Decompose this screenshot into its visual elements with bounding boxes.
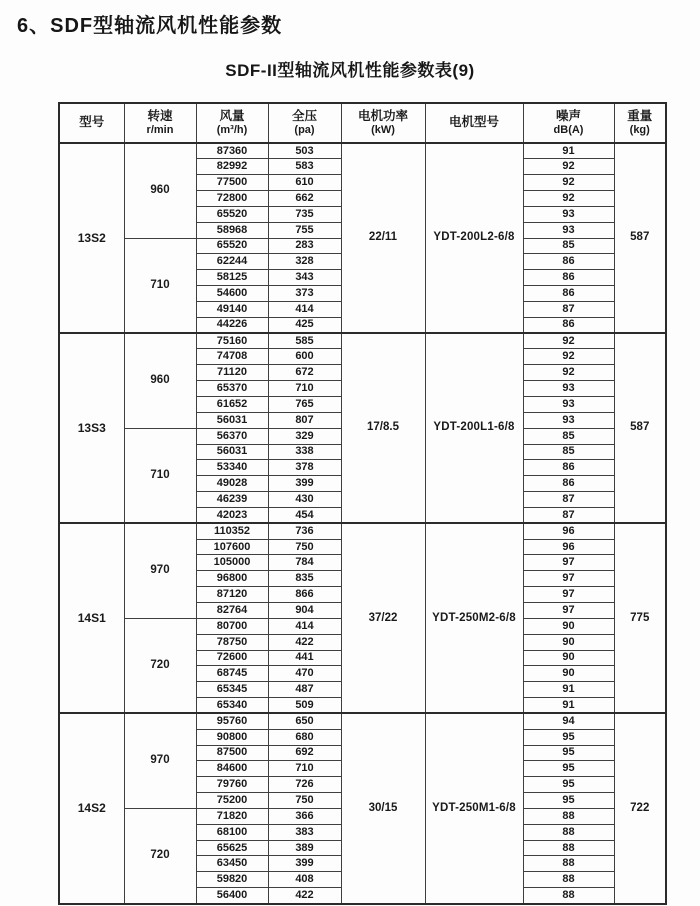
noise-cell: 97 [523,571,614,587]
pressure-cell: 904 [268,602,341,618]
noise-cell: 96 [523,539,614,555]
airflow-cell: 82992 [196,159,268,175]
noise-cell: 86 [523,460,614,476]
pressure-cell: 422 [268,888,341,904]
airflow-cell: 65345 [196,682,268,698]
pressure-cell: 366 [268,808,341,824]
pressure-cell: 585 [268,333,341,349]
pressure-cell: 680 [268,729,341,745]
airflow-cell: 74708 [196,349,268,365]
noise-cell: 95 [523,745,614,761]
speed-cell: 710 [124,238,196,333]
noise-cell: 88 [523,840,614,856]
weight-cell: 587 [614,143,666,333]
noise-cell: 92 [523,349,614,365]
page-title: 6、SDF型轴流风机性能参数 [17,15,283,37]
table-caption: SDF-II型轴流风机性能参数表(9) [225,61,475,80]
table-row [59,713,666,729]
pressure-cell: 650 [268,713,341,729]
airflow-cell: 65520 [196,238,268,254]
pressure-cell: 283 [268,238,341,254]
model-cell: 13S3 [59,333,124,523]
airflow-cell: 107600 [196,539,268,555]
speed-cell: 970 [124,713,196,808]
speed-cell: 710 [124,428,196,523]
airflow-cell: 65340 [196,698,268,714]
pressure-cell: 692 [268,745,341,761]
airflow-cell: 56031 [196,444,268,460]
pressure-cell: 425 [268,317,341,333]
weight-cell: 722 [614,713,666,903]
pressure-cell: 503 [268,143,341,159]
speed-cell: 720 [124,808,196,903]
model-cell: 13S2 [59,143,124,333]
model-cell: 14S1 [59,523,124,713]
airflow-cell: 54600 [196,286,268,302]
airflow-cell: 71120 [196,365,268,381]
table-row [59,523,666,539]
noise-cell: 86 [523,254,614,270]
column-header-model: 型号 [59,103,124,143]
noise-cell: 93 [523,206,614,222]
pressure-cell: 509 [268,698,341,714]
airflow-cell: 96800 [196,571,268,587]
pressure-cell: 430 [268,492,341,508]
pressure-cell: 600 [268,349,341,365]
pressure-cell: 765 [268,397,341,413]
pressure-cell: 414 [268,618,341,634]
airflow-cell: 90800 [196,729,268,745]
table-row [59,333,666,349]
pressure-cell: 338 [268,444,341,460]
pressure-cell: 755 [268,222,341,238]
column-header-speed: 转速 r/min [124,103,196,143]
table-header [59,103,666,143]
motor-model-cell: YDT-250M2-6/8 [425,523,523,713]
noise-cell: 97 [523,587,614,603]
airflow-cell: 87500 [196,745,268,761]
pressure-cell: 866 [268,587,341,603]
airflow-cell: 49140 [196,301,268,317]
airflow-cell: 58125 [196,270,268,286]
noise-cell: 96 [523,523,614,539]
noise-cell: 90 [523,634,614,650]
pressure-cell: 454 [268,507,341,523]
model-cell: 14S2 [59,713,124,903]
pressure-cell: 487 [268,682,341,698]
noise-cell: 90 [523,650,614,666]
airflow-cell: 42023 [196,507,268,523]
weight-cell: 775 [614,523,666,713]
airflow-cell: 65520 [196,206,268,222]
pressure-cell: 736 [268,523,341,539]
noise-cell: 95 [523,729,614,745]
noise-cell: 91 [523,682,614,698]
noise-cell: 88 [523,856,614,872]
noise-cell: 93 [523,397,614,413]
motor-power-cell: 22/11 [341,143,425,333]
pressure-cell: 672 [268,365,341,381]
airflow-cell: 95760 [196,713,268,729]
column-header-noise: 噪声 dB(A) [523,103,614,143]
airflow-cell: 82764 [196,602,268,618]
noise-cell: 95 [523,793,614,809]
noise-cell: 90 [523,666,614,682]
pressure-cell: 328 [268,254,341,270]
noise-cell: 88 [523,824,614,840]
noise-cell: 93 [523,222,614,238]
noise-cell: 92 [523,191,614,207]
airflow-cell: 80700 [196,618,268,634]
noise-cell: 93 [523,412,614,428]
pressure-cell: 373 [268,286,341,302]
noise-cell: 88 [523,872,614,888]
airflow-cell: 56031 [196,412,268,428]
airflow-cell: 84600 [196,761,268,777]
airflow-cell: 72800 [196,191,268,207]
pressure-cell: 735 [268,206,341,222]
noise-cell: 97 [523,555,614,571]
noise-cell: 97 [523,602,614,618]
noise-cell: 94 [523,713,614,729]
pressure-cell: 610 [268,175,341,191]
airflow-cell: 63450 [196,856,268,872]
motor-model-cell: YDT-250M1-6/8 [425,713,523,903]
motor-model-cell: YDT-200L1-6/8 [425,333,523,523]
airflow-cell: 87120 [196,587,268,603]
noise-cell: 85 [523,238,614,254]
noise-cell: 86 [523,286,614,302]
airflow-cell: 56370 [196,428,268,444]
pressure-cell: 422 [268,634,341,650]
airflow-cell: 79760 [196,777,268,793]
pressure-cell: 750 [268,539,341,555]
noise-cell: 92 [523,159,614,175]
airflow-cell: 65625 [196,840,268,856]
airflow-cell: 77500 [196,175,268,191]
pressure-cell: 835 [268,571,341,587]
table-row [59,143,666,159]
pressure-cell: 343 [268,270,341,286]
noise-cell: 85 [523,444,614,460]
motor-model-cell: YDT-200L2-6/8 [425,143,523,333]
airflow-cell: 71820 [196,808,268,824]
pressure-cell: 399 [268,476,341,492]
airflow-cell: 72600 [196,650,268,666]
airflow-cell: 58968 [196,222,268,238]
pressure-cell: 470 [268,666,341,682]
motor-power-cell: 17/8.5 [341,333,425,523]
weight-cell: 587 [614,333,666,523]
pressure-cell: 378 [268,460,341,476]
header-row [59,103,666,143]
airflow-cell: 62244 [196,254,268,270]
airflow-cell: 46239 [196,492,268,508]
column-header-pressure: 全压 (pa) [268,103,341,143]
airflow-cell: 59820 [196,872,268,888]
airflow-cell: 75160 [196,333,268,349]
airflow-cell: 68100 [196,824,268,840]
column-header-weight: 重量 (kg) [614,103,666,143]
noise-cell: 87 [523,492,614,508]
pressure-cell: 441 [268,650,341,666]
pressure-cell: 329 [268,428,341,444]
fan-performance-table [58,102,667,905]
pressure-cell: 662 [268,191,341,207]
airflow-cell: 105000 [196,555,268,571]
pressure-cell: 383 [268,824,341,840]
noise-cell: 92 [523,333,614,349]
speed-cell: 960 [124,143,196,238]
airflow-cell: 65370 [196,381,268,397]
airflow-cell: 78750 [196,634,268,650]
speed-cell: 720 [124,618,196,713]
noise-cell: 90 [523,618,614,634]
pressure-cell: 414 [268,301,341,317]
noise-cell: 92 [523,365,614,381]
speed-cell: 970 [124,523,196,618]
table-body [59,143,666,904]
column-header-motor-power: 电机功率 (kW) [341,103,425,143]
pressure-cell: 389 [268,840,341,856]
noise-cell: 86 [523,476,614,492]
noise-cell: 88 [523,808,614,824]
pressure-cell: 710 [268,381,341,397]
motor-power-cell: 30/15 [341,713,425,903]
noise-cell: 88 [523,888,614,904]
noise-cell: 86 [523,317,614,333]
noise-cell: 91 [523,143,614,159]
noise-cell: 95 [523,777,614,793]
pressure-cell: 710 [268,761,341,777]
pressure-cell: 583 [268,159,341,175]
noise-cell: 87 [523,507,614,523]
noise-cell: 86 [523,270,614,286]
noise-cell: 95 [523,761,614,777]
airflow-cell: 53340 [196,460,268,476]
airflow-cell: 44226 [196,317,268,333]
column-header-airflow: 风量 (m³/h) [196,103,268,143]
airflow-cell: 87360 [196,143,268,159]
airflow-cell: 49028 [196,476,268,492]
pressure-cell: 399 [268,856,341,872]
noise-cell: 87 [523,301,614,317]
speed-cell: 960 [124,333,196,428]
airflow-cell: 110352 [196,523,268,539]
pressure-cell: 807 [268,412,341,428]
pressure-cell: 726 [268,777,341,793]
noise-cell: 93 [523,381,614,397]
noise-cell: 85 [523,428,614,444]
airflow-cell: 56400 [196,888,268,904]
airflow-cell: 68745 [196,666,268,682]
pressure-cell: 750 [268,793,341,809]
column-header-motor-model: 电机型号 [425,103,523,143]
airflow-cell: 75200 [196,793,268,809]
pressure-cell: 408 [268,872,341,888]
airflow-cell: 61652 [196,397,268,413]
pressure-cell: 784 [268,555,341,571]
noise-cell: 91 [523,698,614,714]
noise-cell: 92 [523,175,614,191]
motor-power-cell: 37/22 [341,523,425,713]
